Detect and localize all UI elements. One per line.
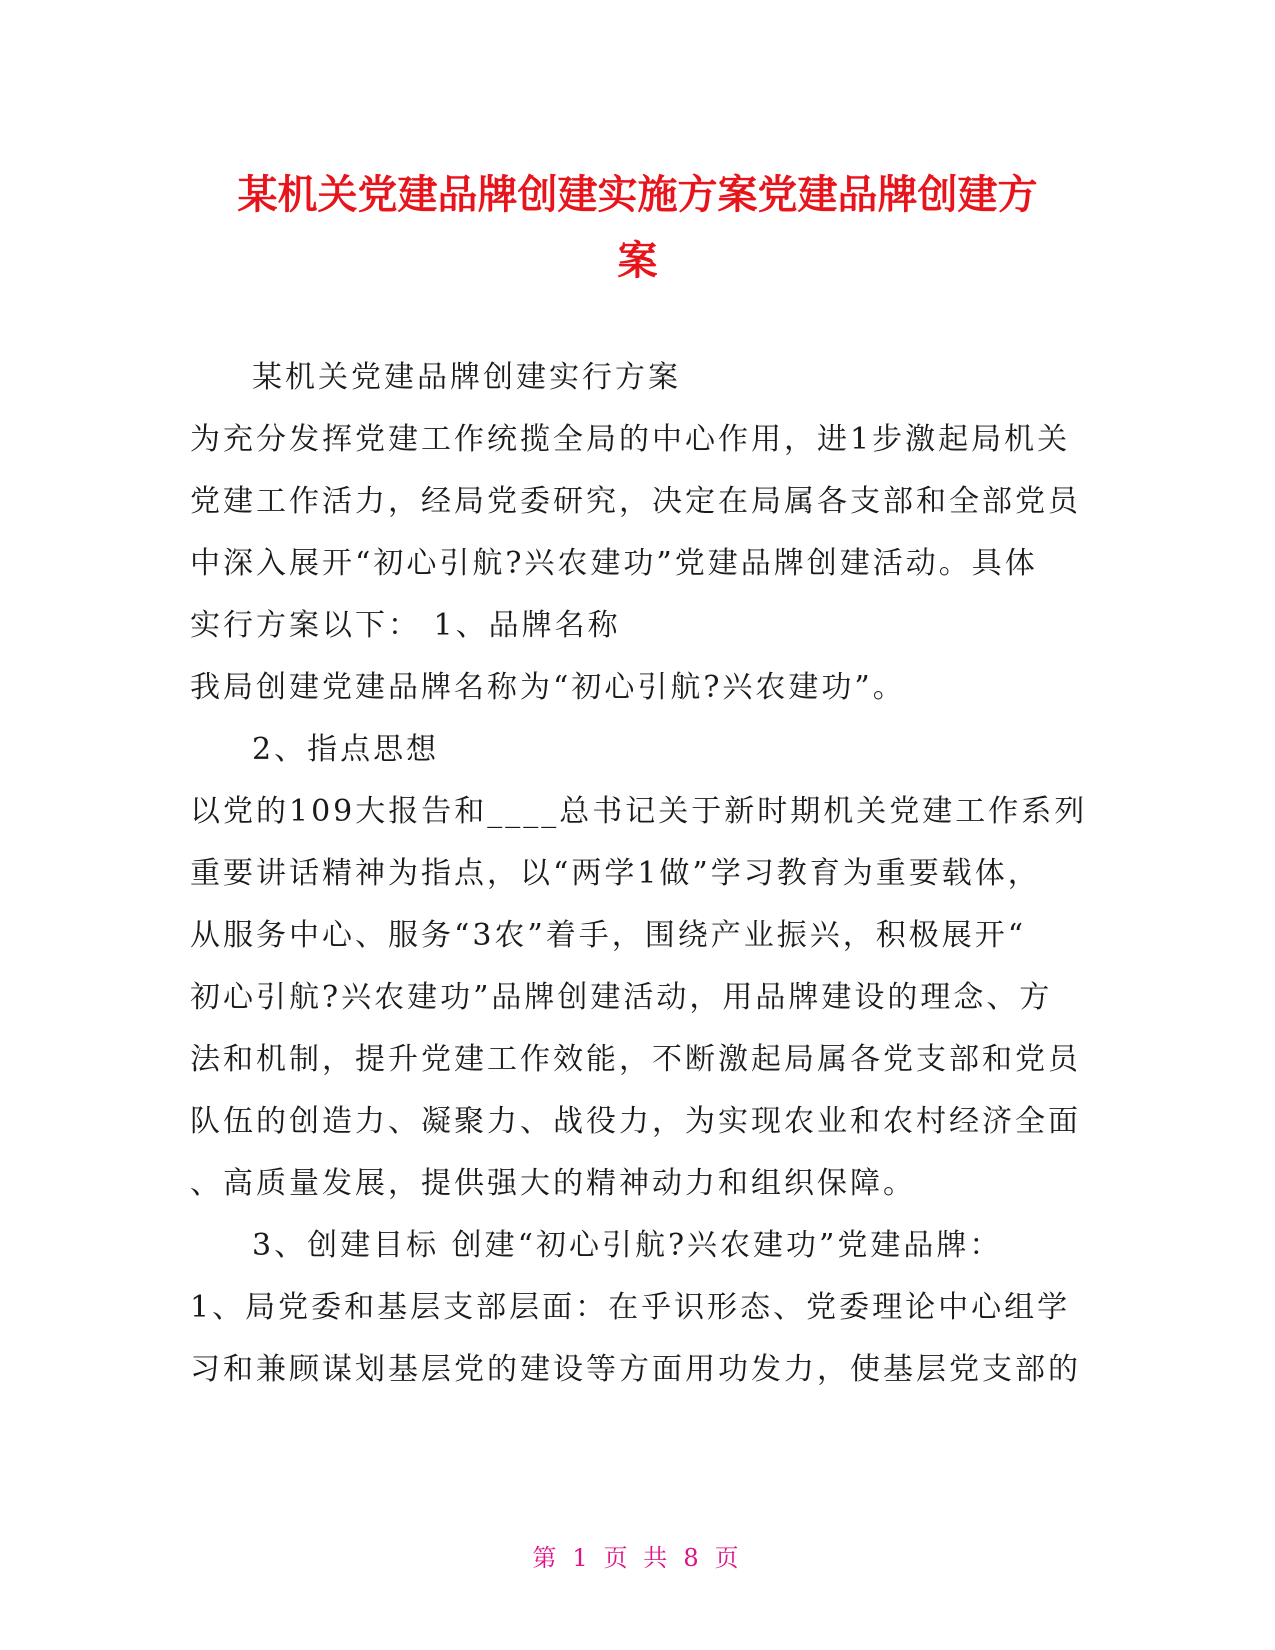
- document-title: [150, 162, 1125, 294]
- body-line-5: 实行方案以下： 1、品牌名称: [190, 608, 621, 643]
- body-line-3: 党建工作活力，经局党委研究，决定在局属各支部和全部党员: [190, 484, 1081, 519]
- footer-current-page: 1: [572, 1544, 592, 1572]
- body-line-11: 初心引航?兴农建功”品牌创建活动，用品牌建设的理念、方: [190, 980, 1053, 1015]
- body-line-8: 以党的109大报告和____总书记关于新时期机关党建工作系列: [190, 794, 1088, 829]
- body-line-6: 我局创建党建品牌名称为“初心引航?兴农建功”。: [190, 670, 906, 705]
- body-line-14: 、高质量发展，提供强大的精神动力和组织保障。: [190, 1166, 916, 1201]
- body-line-10: 从服务中心、服务“3农”着手，围绕产业振兴，积极展开“: [190, 918, 1027, 953]
- body-line-7: 2、指点思想: [252, 732, 440, 767]
- title-line-2: 案: [617, 238, 658, 284]
- page-number-footer: [0, 1538, 1275, 1573]
- footer-middle: 页 共: [603, 1544, 672, 1572]
- body-line-13: 队伍的创造力、凝聚力、战役力，为实现农业和农村经济全面: [190, 1104, 1081, 1139]
- footer-total-pages: 8: [683, 1544, 703, 1572]
- footer-suffix: 页: [714, 1544, 743, 1572]
- footer-prefix: 第: [532, 1544, 561, 1572]
- body-line-1: 某机关党建品牌创建实行方案: [252, 360, 681, 395]
- body-line-15: 3、创建目标 创建“初心引航?兴农建功”党建品牌：: [252, 1228, 1003, 1263]
- body-line-17: 习和兼顾谋划基层党的建设等方面用功发力，使基层党支部的: [190, 1352, 1081, 1387]
- title-line-1: 某机关党建品牌创建实施方案党建品牌创建方: [237, 172, 1038, 218]
- body-line-9: 重要讲话精神为指点，以“两学1做”学习教育为重要载体，: [190, 856, 1041, 891]
- body-line-16: 1、局党委和基层支部层面：在乎识形态、党委理论中心组学: [190, 1290, 1071, 1325]
- body-line-12: 法和机制，提升党建工作效能，不断激起局属各党支部和党员: [190, 1042, 1081, 1077]
- body-line-4: 中深入展开“初心引航?兴农建功”党建品牌创建活动。具体: [190, 546, 1038, 581]
- body-line-2: 为充分发挥党建工作统揽全局的中心作用，进1步激起局机关: [190, 422, 1071, 457]
